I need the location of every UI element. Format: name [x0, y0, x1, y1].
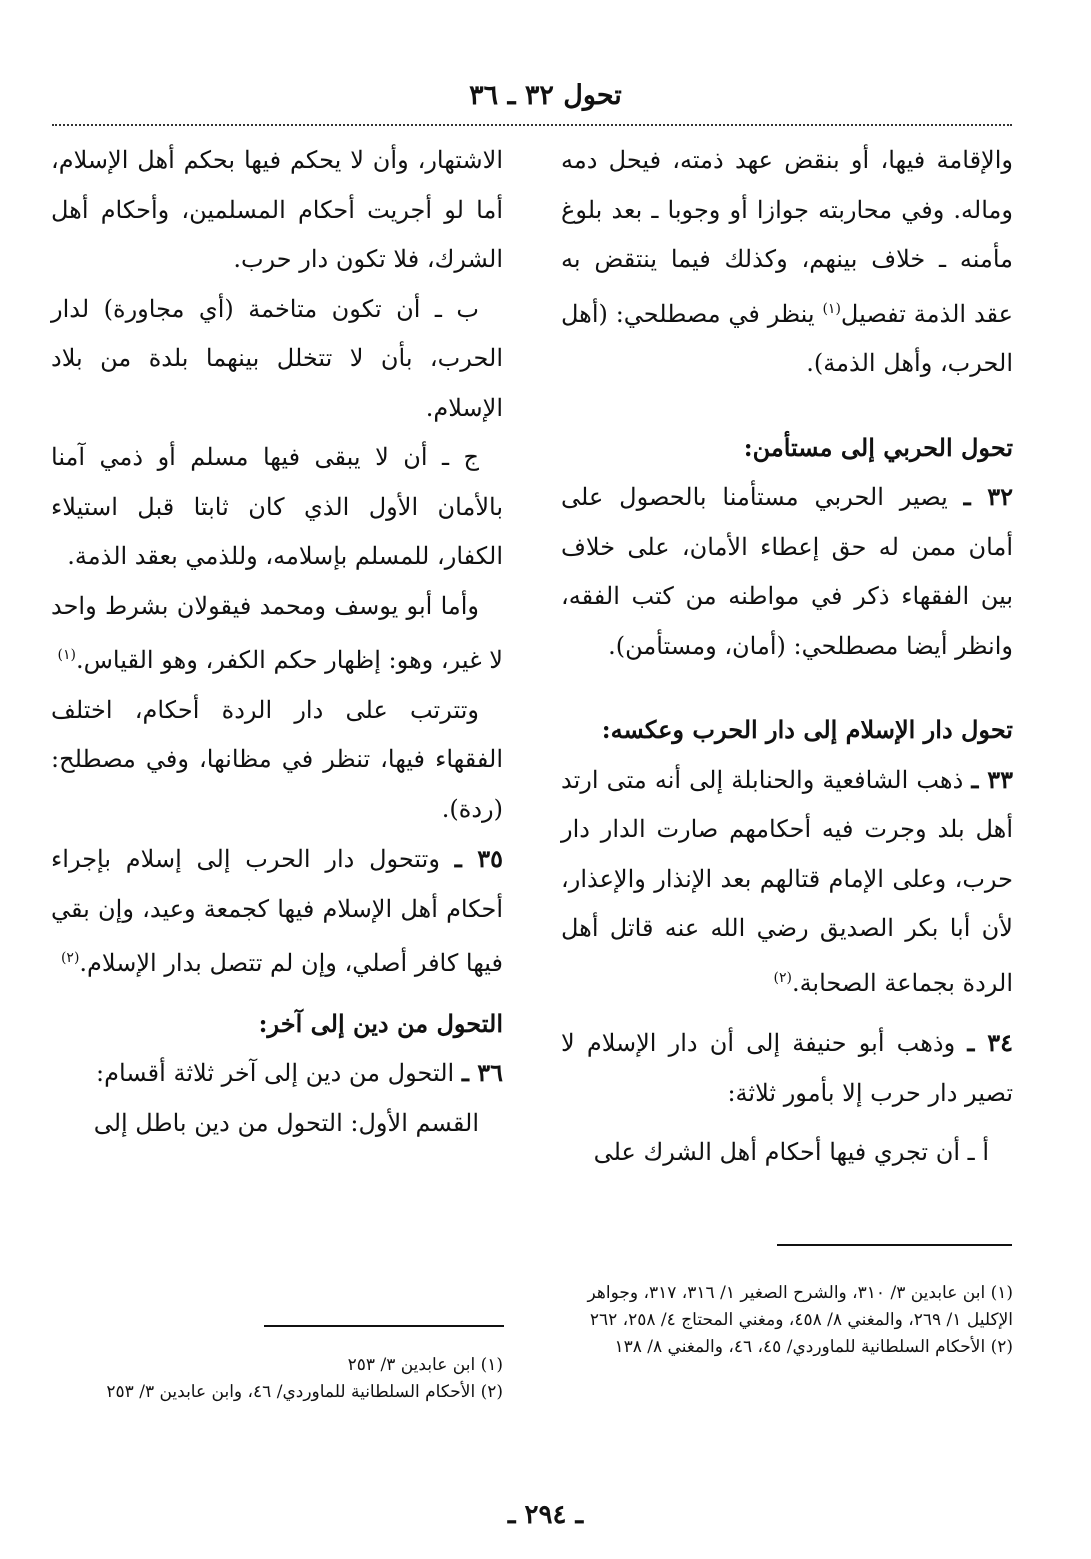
paragraph	[51, 582, 503, 686]
paragraph: الاشتهار، وأن لا يحكم فيها بحكم أهل الإسلام، أما لو أجريت أحكام المسلمين، وأحكام أهل الشرك، فلا تكون دار حرب.	[51, 146, 503, 273]
paragraph	[561, 755, 1013, 1009]
footnote: (٢) الأحكام السلطانية للماوردي/ ٤٥، ٤٦، والمغني ٨/ ١٣٨	[614, 1337, 1013, 1357]
section-heading: تحول دار الإسلام إلى دار الحرب وعكسه:	[601, 715, 1013, 744]
paragraph: أ ـ أن تجري فيها أحكام أهل الشرك على	[593, 1138, 989, 1166]
text: التحول من دين إلى آخر ثلاثة أقسام:	[96, 1059, 462, 1087]
text: وأما أبو يوسف ومحمد فيقولان بشرط واحد لا غير، وهو: إظهار حكم الكفر، وهو القياس.	[51, 591, 503, 674]
left-column	[51, 136, 503, 1148]
text: وتتحول دار الحرب إلى إسلام بإجراء أحكام أهل الإسلام فيها كجمعة وعيد، وإن بقي فيها كافر أصلي، وإن لم تتصل بدار الإسلام.	[51, 845, 503, 977]
section-heading: التحول من دين إلى آخر:	[258, 1008, 503, 1038]
paragraph: وتترتب على دار الردة أحكام، اختلف الفقهاء فيها، تنظر في مظانها، وفي مصطلح: (ردة).	[51, 695, 503, 823]
paragraph-number: ٣٥ ـ	[454, 844, 503, 873]
paragraph	[561, 1018, 1013, 1118]
text: والإقامة فيها، أو بنقض عهد ذمته، فيحل دمه وماله. وفي محاربته جوازا أو وجوبا ـ بعد بلوغ مأمنه ـ خلاف بينهم، وكذلك فيما ينتقض به عقد الذمة تفصيل	[561, 146, 1013, 328]
right-column	[561, 136, 1013, 1178]
text: وذهب أبو حنيفة إلى أن دار الإسلام لا تصير دار حرب إلا بأمور ثلاثة:	[561, 1029, 1013, 1107]
section-heading: تحول الحربي إلى مستأمن:	[743, 432, 1013, 462]
paragraph: ب ـ أن تكون متاخمة (أي مجاورة) لدار الحرب، بأن لا تتخلل بينهما بلدة من بلاد الإسلام.	[51, 294, 503, 422]
paragraph: القسم الأول: التحول من دين باطل إلى	[93, 1108, 479, 1137]
footnote: (١) ابن عابدين ٣/ ٣١٠، والشرح الصغير ١/ ٣١٦، ٣١٧، وجواهر الإكليل ١/ ٢٦٩، والمغني ٨/ ٤٥٨، ومغني المحتاج ٤/ ٢٥٨، ٢٦٢	[587, 1283, 1013, 1330]
footnote-ref: (٢)	[773, 969, 792, 986]
page-title: تحول ٣٢ ـ ٣٦	[469, 80, 622, 111]
text: ينظر في مصطلحي: (أهل الحرب، وأهل الذمة).	[561, 299, 1013, 377]
text: يصير الحربي مستأمنا بالحصول على أمان ممن له حق إعطاء الأمان، على خلاف بين الفقهاء ذكر في مواطنه من كتب الفقه، وانظر أيضا مصطلحي: (أمان، ومستأمن).	[561, 483, 1013, 660]
paragraph	[51, 1048, 503, 1099]
footnote-ref: (١)	[57, 647, 76, 663]
paragraph	[561, 136, 1013, 389]
paragraph-number: ٣٤ ـ	[967, 1028, 1013, 1057]
paragraph-number: ٣٦ ـ	[461, 1058, 503, 1087]
footnote-divider	[777, 1244, 1012, 1246]
footnotes-right	[558, 1280, 1013, 1361]
footnote-ref: (١)	[822, 300, 841, 317]
paragraph-number: ٣٢ ـ	[963, 482, 1014, 511]
footnotes-left	[48, 1352, 503, 1406]
paragraph	[51, 834, 503, 989]
paragraph-number: ٣٣ ـ	[971, 764, 1014, 794]
text: ذهب الشافعية والحنابلة إلى أنه متى ارتد أهل بلد وجرت فيه أحكامهم صارت الدار دار حرب، وعلى الإمام قتالهم بعد الإنذار والإعذار، لأن أبا بكر الصديق رضي الله عنه قاتل أهل الردة بجماعة الصحابة.	[561, 765, 1013, 997]
footnote: (٢) الأحكام السلطانية للماوردي/ ٤٦، وابن عابدين ٣/ ٢٥٣	[106, 1382, 503, 1402]
header-divider	[52, 124, 1012, 126]
footnote: (١) ابن عابدين ٣/ ٢٥٣	[347, 1355, 503, 1375]
page-number: ـ ٢٩٤ ـ	[507, 1500, 584, 1530]
paragraph: ج ـ أن لا يبقى فيها مسلم أو ذمي آمنا بالأمان الأول الذي كان ثابتا قبل استيلاء الكفار، للمسلم بإسلامه، وللذمي بعقد الذمة.	[51, 443, 503, 570]
paragraph	[561, 472, 1013, 671]
footnote-ref: (٢)	[60, 950, 80, 966]
footnote-divider	[264, 1325, 504, 1327]
